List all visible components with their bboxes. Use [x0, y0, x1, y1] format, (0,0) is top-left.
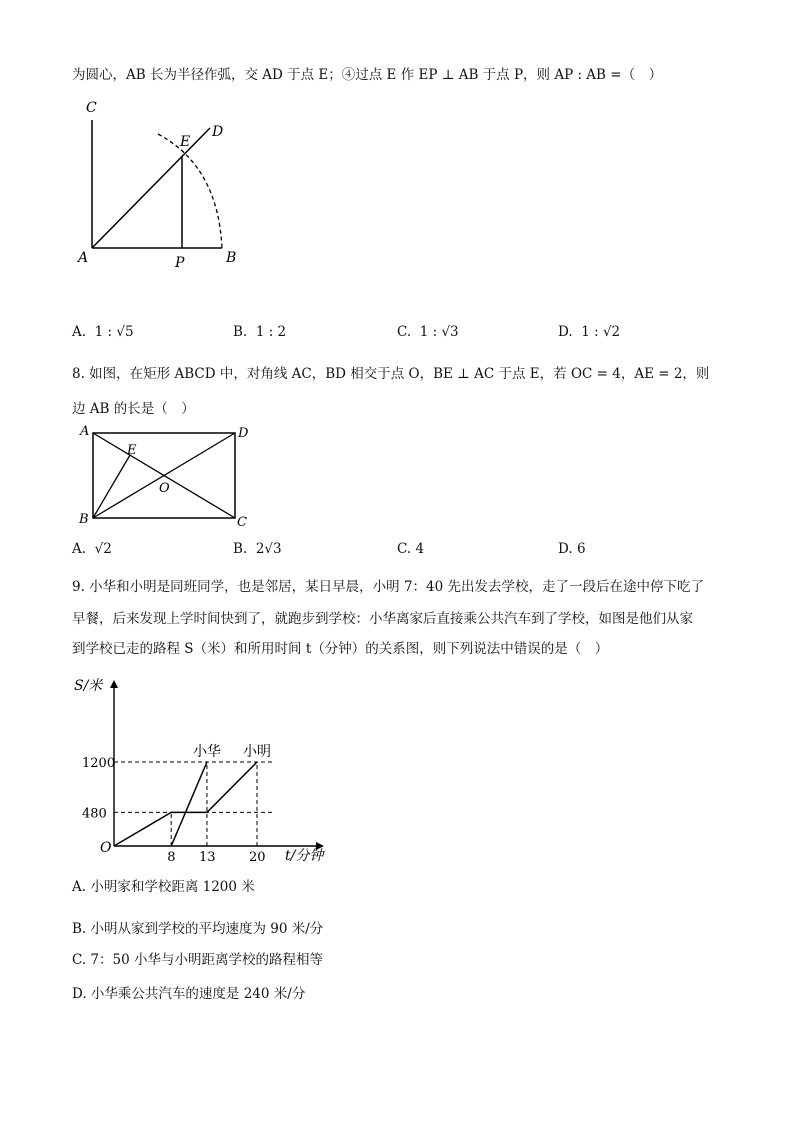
label-b: B — [226, 250, 237, 266]
q9-chart — [72, 670, 332, 870]
option-letter: D. — [558, 324, 573, 340]
q9-stem-line2: 早餐，后来发现上学时间快到了，就跑步到学校：小华离家后直接乘公共汽车到了学校，如图是他们从家 — [72, 611, 693, 627]
label-o: O — [159, 481, 170, 496]
x-tick-label-20: 20 — [249, 850, 266, 865]
option-text: 4 — [415, 541, 425, 557]
q9-option-d[interactable]: D. 小华乘公共汽车的速度是 240 米/分 — [72, 986, 306, 1002]
x-tick-label-13: 13 — [198, 850, 216, 865]
x-axis-label: t/分钟 — [285, 848, 324, 864]
label-d: D — [212, 124, 224, 140]
x-tick-label-8: 8 — [167, 850, 176, 865]
option-text: 1 : 2 — [255, 324, 287, 340]
option-letter: B. — [233, 541, 248, 557]
label-c: C — [86, 100, 97, 116]
q9-stem-line1: 9. 小华和小明是同班同学，也是邻居，某日早晨，小明 7：40 先出发去学校，走了一段后在途中停下吃了 — [72, 579, 705, 595]
ray-ad — [92, 128, 210, 248]
series-line-xiaoming — [114, 762, 257, 846]
label-e: E — [127, 443, 137, 458]
q8-option-b[interactable] — [233, 540, 282, 558]
option-text: 2√3 — [255, 541, 282, 557]
y-axis-arrow — [110, 680, 118, 688]
option-text: 1 : √2 — [581, 324, 621, 340]
label-p: P — [175, 255, 185, 271]
q7-option-c[interactable] — [397, 323, 459, 341]
label-a: A — [78, 250, 89, 266]
option-letter: A. — [72, 324, 87, 340]
q7-option-b[interactable] — [233, 323, 286, 341]
option-text: √2 — [94, 541, 112, 557]
option-letter: A. — [72, 541, 87, 557]
q9-option-b[interactable]: B. 小明从家到学校的平均速度为 90 米/分 — [72, 921, 324, 937]
option-text: 1 : √5 — [94, 324, 134, 340]
option-letter: B. — [233, 324, 248, 340]
q9-option-a[interactable]: A. 小明家和学校距离 1200 米 — [72, 879, 255, 895]
series-label-xiaohua: 小华 — [192, 744, 221, 760]
option-text: 6 — [576, 541, 586, 557]
option-text: 1 : √3 — [419, 324, 459, 340]
option-letter: D. — [558, 541, 573, 557]
q8-stem-line1: 8. 如图，在矩形 ABCD 中，对角线 AC，BD 相交于点 O，BE ⊥ AC 于点 E，若 OC = 4，AE = 2，则 — [72, 366, 710, 382]
q7-stem-continuation: 为圆心，AB 长为半径作弧，交 AD 于点 E；④过点 E 作 EP ⊥ AB 于点 P，则 AP : AB =（ ） — [72, 67, 663, 83]
segment-be — [93, 455, 130, 518]
arc-dashed — [158, 134, 222, 248]
y-tick-label-480: 480 — [82, 806, 107, 822]
label-c: C — [237, 515, 247, 530]
y-axis-label: S/米 — [74, 678, 103, 694]
q7-figure — [72, 96, 262, 276]
q7-option-d[interactable] — [558, 323, 620, 341]
q8-option-c[interactable] — [397, 540, 424, 558]
q8-stem-line2: 边 AB 的长是（ ） — [72, 401, 195, 417]
series-line-xiaohua — [171, 762, 207, 846]
label-d: D — [238, 426, 249, 441]
label-e: E — [180, 134, 191, 150]
q9-option-c[interactable]: C. 7：50 小华与小明距离学校的路程相等 — [72, 952, 323, 968]
label-a: A — [80, 424, 90, 439]
series-label-xiaoming: 小明 — [243, 744, 271, 760]
origin-label: O — [100, 840, 112, 856]
q8-figure — [72, 422, 262, 534]
option-letter: C. — [397, 541, 412, 557]
q8-option-a[interactable] — [72, 540, 112, 558]
q8-option-d[interactable] — [558, 540, 586, 558]
option-letter: C. — [397, 324, 412, 340]
label-b: B — [79, 512, 89, 527]
q9-stem-line3: 到学校已走的路程 S（米）和所用时间 t（分钟）的关系图，则下列说法中错误的是（ ） — [72, 641, 609, 657]
y-tick-label-1200: 1200 — [82, 756, 116, 771]
q7-option-a[interactable] — [72, 323, 134, 341]
